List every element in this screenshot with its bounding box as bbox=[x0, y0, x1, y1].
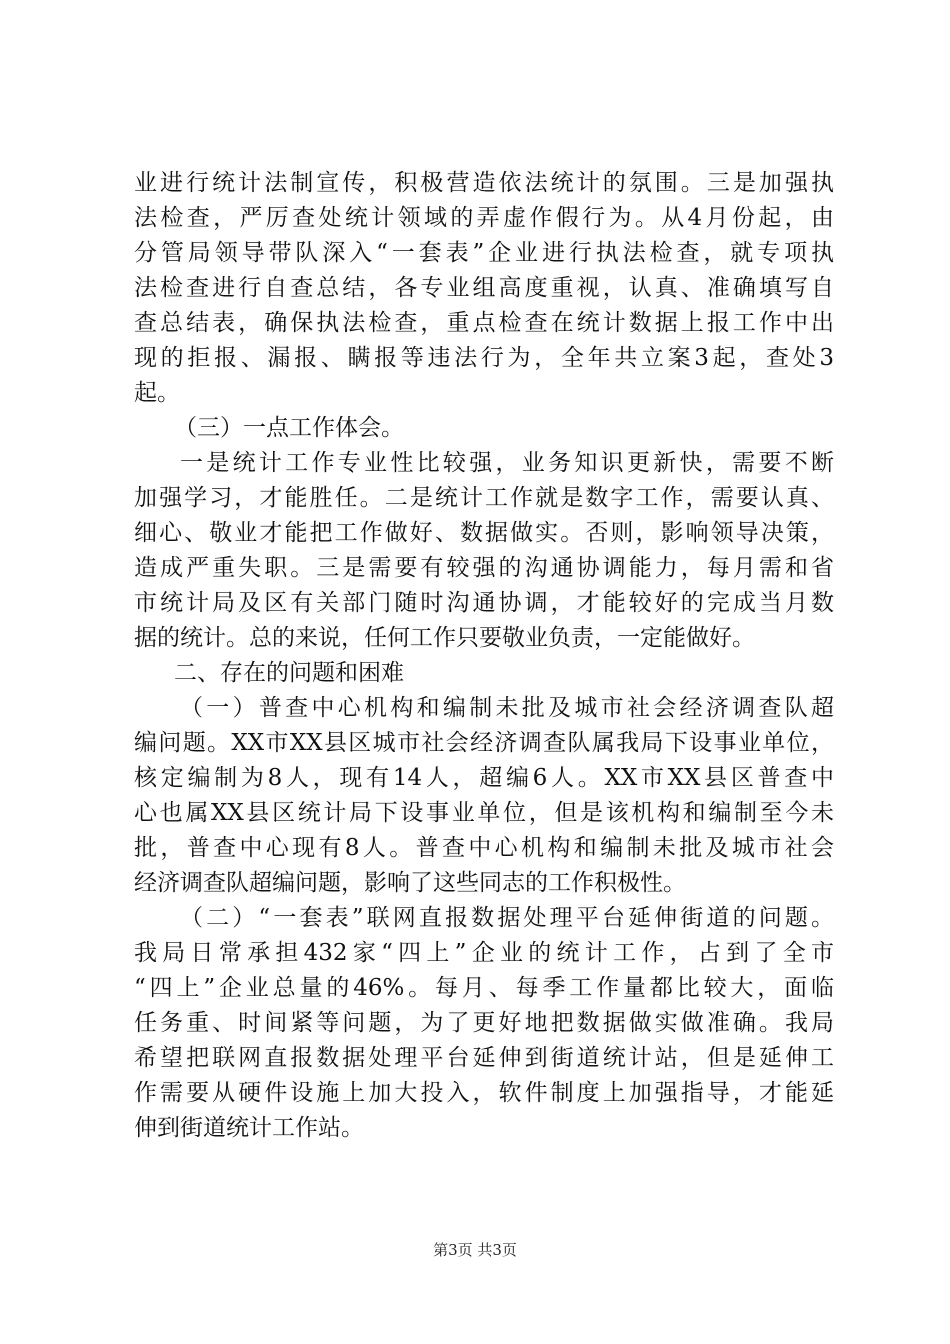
text-line: 作需要从硬件设施上加大投入，软件制度上加强指导，才能延 bbox=[134, 1080, 834, 1106]
document-body bbox=[134, 166, 834, 1146]
text-line: 查总结表，确保执法检查，重点检查在统计数据上报工作中出 bbox=[134, 310, 834, 336]
text-line: （一）普查中心机构和编制未批及城市社会经济调查队超 bbox=[180, 695, 834, 721]
text-line: “四上”企业总量的46%。每月、每季工作量都比较大，面临 bbox=[134, 975, 834, 1001]
text-line: 法检查进行自查总结，各专业组高度重视，认真、准确填写自 bbox=[134, 275, 834, 301]
text-line: 市统计局及区有关部门随时沟通协调，才能较好的完成当月数 bbox=[134, 590, 834, 616]
text-line: 现的拒报、漏报、瞒报等违法行为，全年共立案3起，查处3 bbox=[134, 345, 834, 371]
text-line: 伸到街道统计工作站。 bbox=[134, 1115, 364, 1141]
text-line: 造成严重失职。三是需要有较强的沟通协调能力，每月需和省 bbox=[134, 555, 834, 581]
text-line: 希望把联网直报数据处理平台延伸到街道统计站，但是延伸工 bbox=[134, 1045, 834, 1071]
text-line: （三）一点工作体会。 bbox=[174, 415, 404, 441]
text-line: 分管局领导带队深入“一套表”企业进行执法检查，就专项执 bbox=[134, 240, 834, 266]
text-line: 起。 bbox=[134, 380, 180, 406]
text-line: 细心、敬业才能把工作做好、数据做实。否则，影响领导决策， bbox=[134, 520, 834, 546]
text-line: 核定编制为8人，现有14人，超编6人。XX市XX县区普查中 bbox=[134, 765, 834, 791]
text-line: 据的统计。总的来说，任何工作只要敬业负责，一定能做好。 bbox=[134, 625, 755, 651]
text-line: 一是统计工作专业性比较强，业务知识更新快，需要不断 bbox=[180, 450, 834, 476]
text-line: 任务重、时间紧等问题，为了更好地把数据做实做准确。我局 bbox=[134, 1010, 834, 1036]
text-line: 批，普查中心现有8人。普查中心机构和编制未批及城市社会 bbox=[134, 835, 834, 861]
text-line: 加强学习，才能胜任。二是统计工作就是数字工作，需要认真、 bbox=[134, 485, 834, 511]
text-line: 心也属XX县区统计局下设事业单位，但是该机构和编制至今未 bbox=[134, 800, 834, 826]
text-line: 编问题。XX市XX县区城市社会经济调查队属我局下设事业单位， bbox=[134, 730, 834, 756]
text-line: 经济调查队超编问题，影响了这些同志的工作积极性。 bbox=[134, 870, 686, 896]
page-footer: 第3页 共3页 bbox=[433, 1241, 517, 1259]
text-line: 业进行统计法制宣传，积极营造依法统计的氛围。三是加强执 bbox=[134, 170, 834, 196]
text-line: 我局日常承担432家“四上”企业的统计工作，占到了全市 bbox=[134, 940, 834, 966]
text-line: 二、存在的问题和困难 bbox=[174, 660, 404, 686]
text-line: （二）“一套表”联网直报数据处理平台延伸街道的问题。 bbox=[180, 905, 834, 931]
text-line: 法检查，严厉查处统计领域的弄虚作假行为。从4月份起，由 bbox=[134, 205, 834, 231]
